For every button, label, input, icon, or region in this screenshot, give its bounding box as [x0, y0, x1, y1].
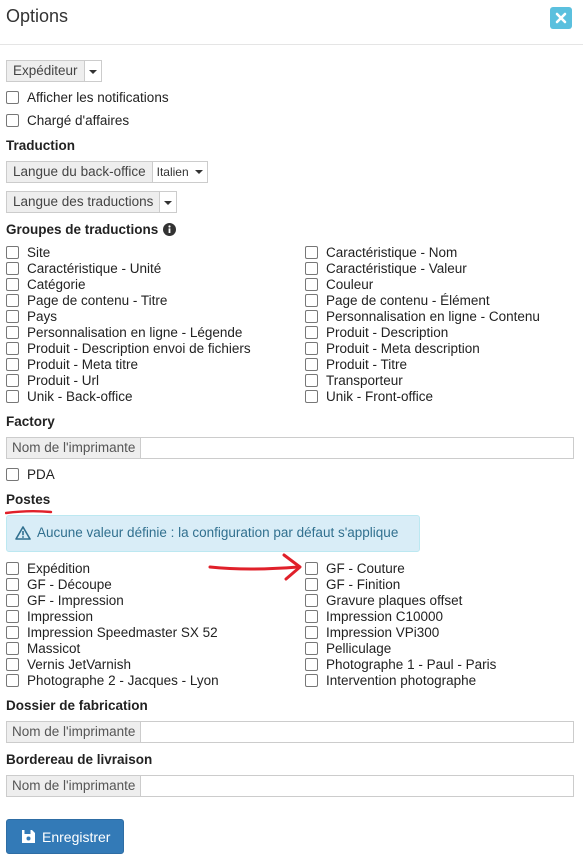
checkbox-item[interactable] — [305, 308, 540, 324]
checkbox-box[interactable] — [305, 626, 318, 639]
checkbox-label: Expédition — [27, 560, 91, 576]
checkbox-item[interactable] — [6, 608, 93, 624]
checkbox-label: Site — [27, 244, 51, 260]
checkbox-label: Page de contenu - Titre — [27, 292, 168, 308]
checkbox-label: GF - Impression — [27, 592, 124, 608]
checkbox-box[interactable] — [305, 246, 318, 259]
checkbox-item[interactable] — [6, 292, 167, 308]
checkbox-item[interactable] — [6, 372, 99, 388]
checkbox-box[interactable] — [305, 562, 318, 575]
checkbox-label: Gravure plaques offset — [326, 592, 463, 608]
factory-heading: Factory — [6, 414, 55, 429]
checkbox-box[interactable] — [305, 262, 318, 275]
translation-groups-title: Groupes de traductions — [6, 222, 159, 237]
checkbox-item[interactable] — [6, 276, 86, 292]
checkbox-item[interactable] — [6, 624, 218, 640]
delivery-printer-label: Nom de l'imprimante — [6, 775, 141, 797]
checkbox-item[interactable] — [305, 260, 467, 276]
checkbox-box[interactable] — [305, 342, 318, 355]
modal-header — [0, 0, 583, 45]
checkbox-box[interactable] — [6, 326, 19, 339]
checkbox-box[interactable] — [6, 114, 19, 127]
checkbox-label: Transporteur — [326, 372, 403, 388]
chevron-down-icon — [89, 70, 97, 74]
checkbox-label: Personnalisation en ligne - Contenu — [326, 308, 540, 324]
checkbox-box[interactable] — [6, 594, 19, 607]
checkbox-label: Caractéristique - Nom — [326, 244, 458, 260]
checkbox-box[interactable] — [6, 674, 19, 687]
translations-language-dropdown[interactable] — [6, 191, 177, 213]
checkbox-box[interactable] — [6, 642, 19, 655]
save-icon — [21, 829, 36, 844]
checkbox-box[interactable] — [6, 342, 19, 355]
checkbox-box[interactable] — [6, 294, 19, 307]
manufacturing-printer-input[interactable] — [141, 721, 574, 743]
checkbox-item[interactable] — [6, 592, 124, 608]
backoffice-language-dropdown[interactable] — [153, 161, 208, 183]
checkbox-label: Impression VPi300 — [326, 624, 440, 640]
checkbox-label: Chargé d'affaires — [27, 112, 130, 128]
checkbox-box[interactable] — [6, 390, 19, 403]
checkbox-box[interactable] — [6, 610, 19, 623]
checkbox-box[interactable] — [305, 578, 318, 591]
checkbox-item[interactable] — [305, 576, 400, 592]
checkbox-item[interactable] — [305, 292, 490, 308]
delivery-printer-input[interactable] — [141, 775, 574, 797]
checkbox-label: Produit - Url — [27, 372, 100, 388]
checkbox-item[interactable] — [6, 324, 242, 340]
checkbox-box[interactable] — [305, 390, 318, 403]
translations-language-button[interactable]: Langue des traductions — [6, 191, 160, 213]
checkbox-box[interactable] — [305, 610, 318, 623]
checkbox-label: Pays — [27, 308, 58, 324]
checkbox-label: GF - Couture — [326, 560, 405, 576]
checkbox-item[interactable] — [6, 340, 251, 356]
factory-printer-input[interactable] — [141, 437, 574, 459]
checkbox-label: Caractéristique - Valeur — [326, 260, 467, 276]
checkbox-label: Unik - Front-office — [326, 388, 434, 404]
checkbox-box[interactable] — [6, 658, 19, 671]
checkbox-label: Massicot — [27, 640, 81, 656]
checkbox-label: Produit - Meta description — [326, 340, 480, 356]
checkbox-label: GF - Finition — [326, 576, 401, 592]
close-button[interactable] — [550, 7, 572, 29]
checkbox-label: Photographe 2 - Jacques - Lyon — [27, 672, 219, 688]
checkbox-label: Page de contenu - Élément — [326, 292, 490, 308]
checkbox-item[interactable] — [6, 576, 112, 592]
checkbox-label: Impression — [27, 608, 94, 624]
backoffice-language-value: Italien — [156, 165, 189, 179]
checkbox-item[interactable] — [305, 372, 403, 388]
pda-checkbox[interactable] — [6, 466, 55, 482]
checkbox-item[interactable] — [6, 640, 80, 656]
checkbox-box[interactable] — [6, 91, 19, 104]
chevron-down-icon — [164, 201, 172, 205]
checkbox-label: Produit - Meta titre — [27, 356, 139, 372]
checkbox-item[interactable] — [6, 672, 219, 688]
checkbox-box[interactable] — [305, 278, 318, 291]
chevron-down-icon — [195, 170, 203, 174]
checkbox-box[interactable] — [305, 642, 318, 655]
checkbox-label: Caractéristique - Unité — [27, 260, 162, 276]
checkbox-item[interactable] — [305, 640, 391, 656]
checkbox-box[interactable] — [305, 674, 318, 687]
close-icon — [555, 12, 567, 24]
checkbox-box[interactable] — [6, 578, 19, 591]
checkbox-label: Couleur — [326, 276, 374, 292]
checkbox-box[interactable] — [6, 358, 19, 371]
alert-text: Aucune valeur définie : la configuration par défaut s'applique — [37, 525, 399, 540]
checkbox-item[interactable] — [305, 560, 405, 576]
factory-printer-group — [6, 437, 574, 459]
checkbox-label: Afficher les notifications — [27, 89, 169, 105]
checkbox-item[interactable] — [6, 560, 90, 576]
delivery-printer-group — [6, 775, 574, 797]
save-label: Enregistrer — [42, 829, 111, 845]
translation-heading: Traduction — [6, 138, 76, 153]
checkbox-box[interactable] — [6, 278, 19, 291]
sender-button[interactable]: Expéditeur — [6, 60, 85, 82]
factory-printer-label: Nom de l'imprimante — [6, 437, 141, 459]
checkbox-box[interactable] — [6, 562, 19, 575]
checkbox-label: Produit - Titre — [326, 356, 408, 372]
checkbox-box[interactable] — [6, 626, 19, 639]
checkbox-label: Catégorie — [27, 276, 86, 292]
checkbox-label: Impression Speedmaster SX 52 — [27, 624, 218, 640]
checkbox-box[interactable] — [305, 658, 318, 671]
checkbox-item[interactable] — [6, 356, 138, 372]
manufacturing-heading: Dossier de fabrication — [6, 698, 148, 713]
checkbox-box[interactable] — [6, 374, 19, 387]
annotation-arrow — [208, 549, 304, 585]
show-notifications-checkbox[interactable] — [6, 89, 169, 105]
checkbox-item[interactable] — [305, 340, 480, 356]
checkbox-label: Personnalisation en ligne - Légende — [27, 324, 243, 340]
checkbox-box[interactable] — [6, 246, 19, 259]
checkbox-item[interactable] — [6, 656, 131, 672]
checkbox-label: Intervention photographe — [326, 672, 477, 688]
checkbox-box[interactable] — [305, 594, 318, 607]
sender-caret-button[interactable] — [85, 60, 102, 82]
checkbox-box[interactable] — [305, 326, 318, 339]
checkbox-label: Photographe 1 - Paul - Paris — [326, 656, 497, 672]
checkbox-label: Impression C10000 — [326, 608, 444, 624]
manufacturing-printer-label: Nom de l'imprimante — [6, 721, 141, 743]
checkbox-label: Produit - Description — [326, 324, 449, 340]
translation-groups-heading — [6, 222, 176, 237]
checkbox-label: Unik - Back-office — [27, 388, 133, 404]
checkbox-item[interactable] — [305, 356, 407, 372]
checkbox-item[interactable] — [305, 608, 443, 624]
checkbox-item[interactable] — [305, 592, 462, 608]
checkbox-item[interactable] — [305, 624, 439, 640]
checkbox-item[interactable] — [305, 672, 476, 688]
checkbox-label: PDA — [27, 466, 55, 482]
backoffice-language-select[interactable] — [6, 161, 208, 183]
checkbox-label: Vernis JetVarnish — [27, 656, 132, 672]
translations-language-caret[interactable] — [160, 191, 177, 213]
checkbox-box[interactable] — [305, 294, 318, 307]
modal-title: Options — [6, 6, 69, 26]
checkbox-box[interactable] — [6, 468, 19, 481]
postes-heading: Postes — [6, 492, 51, 507]
checkbox-box[interactable] — [305, 358, 318, 371]
checkbox-item[interactable] — [6, 388, 133, 404]
backoffice-language-label: Langue du back-office — [6, 161, 153, 183]
checkbox-box[interactable] — [305, 310, 318, 323]
save-button[interactable] — [6, 819, 124, 854]
sender-dropdown[interactable] — [6, 60, 102, 82]
checkbox-box[interactable] — [305, 374, 318, 387]
account-manager-checkbox[interactable] — [6, 112, 129, 128]
checkbox-item[interactable] — [305, 276, 373, 292]
checkbox-label: Produit - Description envoi de fichiers — [27, 340, 251, 356]
delivery-heading: Bordereau de livraison — [6, 752, 153, 767]
checkbox-item[interactable] — [6, 244, 50, 260]
manufacturing-printer-group — [6, 721, 574, 743]
info-alert — [6, 515, 420, 552]
checkbox-label: Pelliculage — [326, 640, 392, 656]
warning-icon — [15, 526, 31, 540]
checkbox-box[interactable] — [6, 262, 19, 275]
checkbox-item[interactable] — [6, 260, 161, 276]
checkbox-item[interactable] — [305, 656, 496, 672]
checkbox-box[interactable] — [6, 310, 19, 323]
checkbox-item[interactable] — [305, 388, 433, 404]
checkbox-label: GF - Découpe — [27, 576, 112, 592]
checkbox-item[interactable] — [6, 308, 57, 324]
checkbox-item[interactable] — [305, 244, 457, 260]
checkbox-item[interactable] — [305, 324, 448, 340]
info-circle-icon[interactable] — [163, 223, 176, 236]
